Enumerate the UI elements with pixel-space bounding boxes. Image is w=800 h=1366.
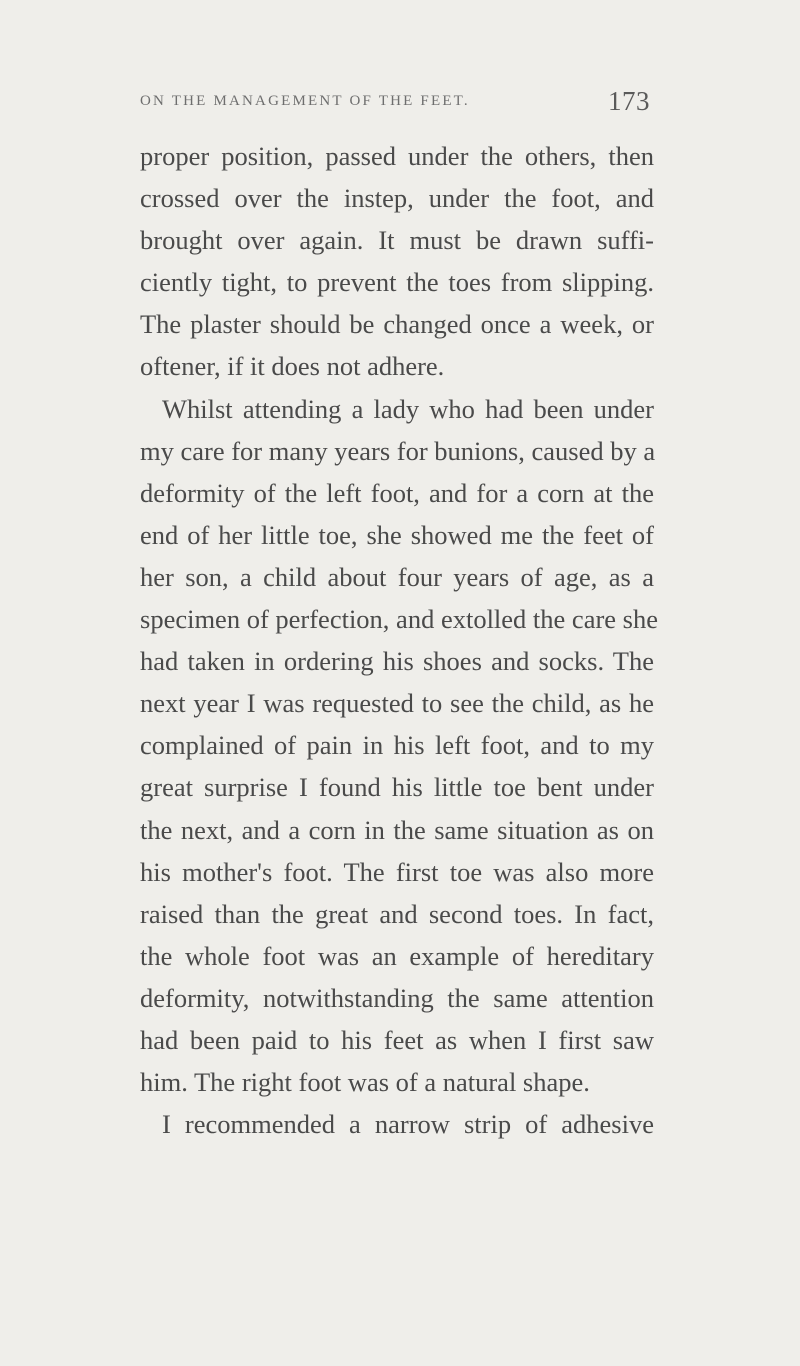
text-line: crossed over the instep, under the foot, and [140, 183, 654, 214]
text-line: I recommended a narrow strip of adhesive [162, 1109, 654, 1140]
text-line: The plaster should be changed once a week, or [140, 309, 654, 340]
text-line: ciently tight, to prevent the toes from slipping. [140, 267, 654, 298]
text-line: specimen of perfection, and extolled the care she [140, 604, 658, 635]
text-line: great surprise I found his little toe bent under [140, 772, 654, 803]
text-line: her son, a child about four years of age, as a [140, 561, 654, 592]
text-line: my care for many years for bunions, caused by a [140, 435, 656, 466]
text-line: raised than the great and second toes. In fact, [140, 898, 654, 929]
text-line: the next, and a corn in the same situation as on [140, 814, 654, 845]
text-line: his mother's foot. The first toe was also more [140, 856, 654, 887]
text-line: him. The right foot was of a natural shape. [140, 1067, 590, 1098]
text-line: next year I was requested to see the child, as he [140, 688, 654, 719]
text-line: proper position, passed under the others, then [140, 141, 654, 171]
text-line: oftener, if it does not adhere. [140, 351, 445, 382]
body-text [140, 135, 658, 1145]
text-line: Whilst attending a lady who had been under [162, 393, 654, 424]
text-line: had been paid to his feet as when I first saw [140, 1024, 654, 1055]
text-line: had taken in ordering his shoes and socks. The [140, 646, 654, 677]
text-line: brought over again. It must be drawn suffi- [140, 225, 654, 256]
text-line: end of her little toe, she showed me the feet of [140, 519, 654, 550]
text-line: deformity of the left foot, and for a corn at the [140, 477, 654, 508]
page-number: 173 [608, 86, 650, 116]
running-head-title: ON THE MANAGEMENT OF THE FEET. [140, 93, 470, 109]
text-line: deformity, notwithstanding the same attention [140, 982, 654, 1013]
text-line: the whole foot was an example of hereditary [140, 940, 654, 971]
text-line: complained of pain in his left foot, and to my [140, 730, 654, 761]
